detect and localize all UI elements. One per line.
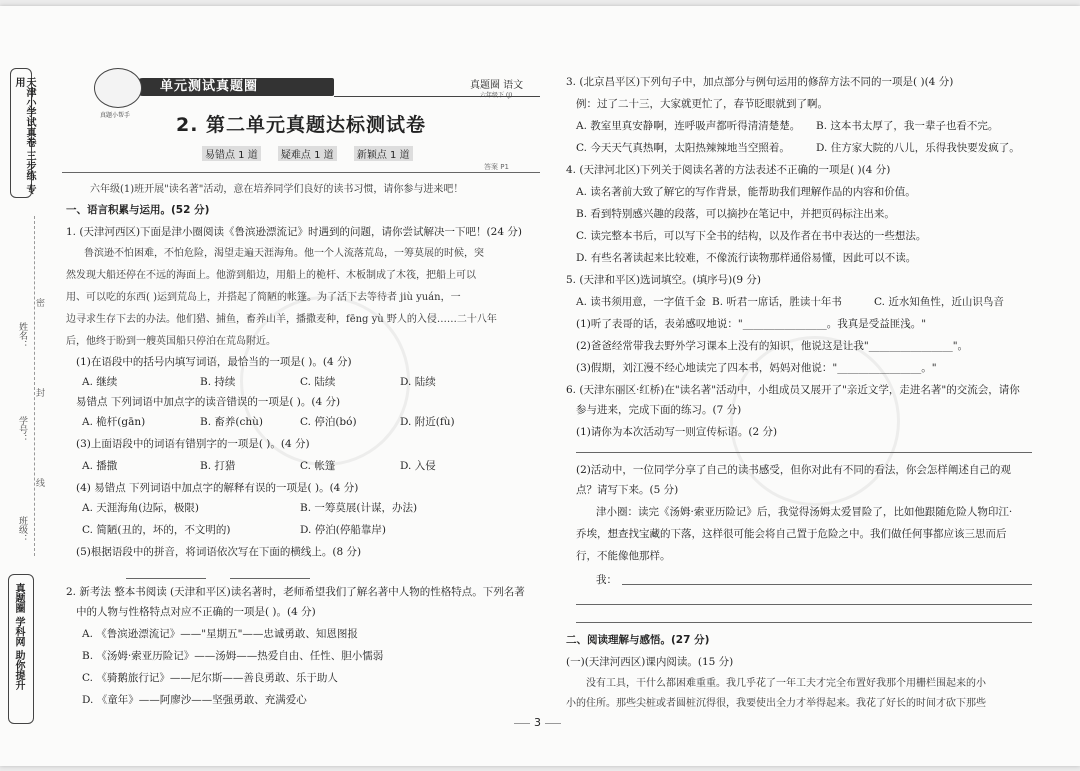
cut-line — [34, 216, 35, 556]
mascot-label: 真题小帮手 — [100, 112, 131, 119]
q1-2-option-d[interactable]: D. 附近(fù) — [400, 416, 455, 428]
binding-sidebar — [0, 6, 46, 766]
passage-line-5: 后，他终于盼到一艘英国船只停泊在荒岛附近。 — [66, 336, 276, 347]
reading-passage-line-1: 没有工具，干什么都困难重重。我几乎花了一年工夫才完全布置好我那个用栅栏围起来的小 — [586, 678, 986, 689]
stat-difficult: 疑难点 1 道 — [278, 146, 337, 161]
q6-me-label: 我： — [596, 574, 617, 586]
line-mark: 线 — [36, 479, 46, 489]
q5-option-a: A. 读书须用意，一字值千金 — [576, 296, 706, 308]
q1-3-option-b[interactable]: B. 打猎 — [200, 460, 236, 472]
q1-4-stem: (4) 易错点 下列词语中加点字的解释有误的一项是( )。(4 分) — [76, 482, 359, 494]
q1-1-option-a[interactable]: A. 继续 — [82, 376, 118, 388]
q3-option-d[interactable]: D. 住方家大院的八儿，乐得我快要发疯了。 — [816, 142, 1020, 154]
q3-option-c[interactable]: C. 今天天气真热啊，太阳热辣辣地当空照着。 — [576, 142, 790, 154]
q1-3-option-a[interactable]: A. 播撒 — [82, 460, 118, 472]
passage-line-2: 然发现大船还停在不远的海面上。他游到船边，用船上的桅杆、木板制成了木筏，把船上可以 — [66, 270, 476, 281]
q1-2-stem: 易错点 下列词语中加点字的读音错误的一项是( )。(4 分) — [76, 396, 341, 408]
q1-5-stem: (5)根据语段中的拼音，将词语依次写在下面的横线上。(8 分) — [76, 546, 362, 558]
id-label: 学号： — [17, 416, 27, 443]
brand-label: 真题圈 语文 — [470, 80, 524, 91]
q6-quote-line-2: 乔埃，想查找宝藏的下落，这样很可能会将自己置于危险之中。我们做任何事都应该三思而后 — [576, 528, 1007, 540]
q6-2: (2)活动中，一位同学分享了自己的读书感受，但你对此有不同的看法，你会怎样阐述自己的观 — [576, 464, 1011, 476]
q1-4-option-a[interactable]: A. 天涯海角(边际，极限) — [82, 502, 199, 514]
mascot-avatar — [94, 68, 142, 108]
answer-line-1[interactable] — [126, 578, 206, 579]
series-logo-bottom-text: 真题圈 学科网 助你提升 — [13, 583, 24, 690]
difficulty-stats — [202, 146, 427, 161]
q1-1-option-c[interactable]: C. 陆续 — [300, 376, 336, 388]
q2-option-d[interactable]: D. 《童年》——阿廖沙——坚强勇敢、充满爱心 — [82, 694, 307, 706]
header-banner — [78, 74, 528, 119]
q1-1-stem: (1)在语段中的括号内填写词语，最恰当的一项是( )。(4 分) — [76, 356, 352, 368]
q6-quote-line-3: 行，不能像他那样。 — [576, 550, 671, 562]
q2-option-b[interactable]: B. 《汤姆·索亚历险记》——汤姆——热爱自由、任性、胆小懦弱 — [82, 650, 384, 662]
q6-2-cont: 点？请写下来。(5 分) — [576, 484, 679, 496]
name-label: 姓名： — [17, 322, 27, 349]
q1-1-option-d[interactable]: D. 陆续 — [400, 376, 436, 388]
q3-stem: 3. (北京昌平区)下列句子中，加点部分与例句运用的修辞方法不同的一项是( )(4 分) — [566, 76, 954, 88]
passage-line-3: 用、可以吃的东西( )运到荒岛上，并搭起了简陋的帐篷。为了活下去等待者 jiù yuán，一 — [66, 292, 461, 303]
q5-option-b: B. 听君一席话，胜读十年书 — [712, 296, 842, 308]
q3-option-a[interactable]: A. 教室里真安静啊，连呼吸声都听得清清楚楚。 — [576, 120, 801, 132]
q1-2-option-b[interactable]: B. 畜养(chù) — [200, 416, 263, 428]
q6-stem-cont: 参与进来，完成下面的练习。(7 分) — [576, 404, 742, 416]
page-title: 2. 第二单元真题达标测试卷 — [175, 114, 427, 136]
section-two-heading: 二、阅读理解与感悟。(27 分) — [566, 634, 710, 646]
opinion-answer-line-3[interactable] — [576, 622, 1032, 623]
opinion-answer-line-2[interactable] — [576, 604, 1032, 605]
fence-mark: 封 — [36, 389, 46, 399]
section-one-heading: 一、语言积累与运用。(52 分) — [66, 204, 210, 216]
q2-stem-cont: 中的人物与性格特点对应不正确的一项是( )。(4 分) — [76, 606, 316, 618]
q2-stem: 2. 新考法 整本书阅读 (天津和平区)读名著时，老师希望我们了解名著中人物的性格特点。下列名著 — [66, 586, 525, 598]
page-number: 3 — [510, 716, 565, 729]
reading-one-heading: (一)(天津河西区)课内阅读。(15 分) — [566, 656, 734, 668]
q1-4-option-b[interactable]: B. 一筹莫展(计谋，办法) — [300, 502, 418, 514]
q5-stem: 5. (天津和平区)选词填空。(填序号)(9 分) — [566, 274, 761, 286]
q1-1-option-b[interactable]: B. 持续 — [200, 376, 236, 388]
brand-subtitle: 六年级下 (J) — [480, 92, 513, 99]
answer-reference: 答案 P1 — [484, 163, 509, 171]
stat-novel: 新颖点 1 道 — [354, 146, 413, 161]
q5-3[interactable]: (3)假期，刘江漫不经心地读完了四本书，妈妈对他说："________________。" — [576, 362, 937, 374]
passage-line-1: 鲁滨逊不怕困难，不怕危险，渴望走遍天涯海角。他一个人流落荒岛，一筹莫展的时候，突 — [84, 248, 484, 259]
q3-example: 例：过了二十三，大家就更忙了，春节眨眼就到了啊。 — [576, 98, 828, 110]
q4-stem: 4. (天津河北区)下列关于阅读名著的方法表述不正确的一项是( )(4 分) — [566, 164, 891, 176]
class-label: 班级： — [17, 516, 27, 543]
q1-3-option-d[interactable]: D. 入侵 — [400, 460, 436, 472]
q4-option-b[interactable]: B. 看到特别感兴趣的段落，可以摘抄在笔记中，并把页码标注出来。 — [576, 208, 895, 220]
banner-title: 单元测试真题圈 — [134, 78, 334, 96]
intro-text: 六年级(1)班开展"读名著"活动，意在培养同学们良好的读书习惯，请你参与进来吧！ — [90, 184, 464, 195]
reading-passage-line-2: 小的住所。那些尖桩或者圆桩沉得很，我要使出全力才举得起来。我花了好长的时间才砍下那些 — [566, 698, 986, 709]
q3-option-b[interactable]: B. 这本书太厚了，我一辈子也看不完。 — [816, 120, 999, 132]
q4-option-c[interactable]: C. 读完整本书后，可以写下全书的结构，以及作者在书中表达的一些想法。 — [576, 230, 927, 242]
q6-quote-line-1: 津小圈：读完《汤姆·索亚历险记》后，我觉得汤姆太爱冒险了，比如他跟随危险人物印江· — [596, 506, 1013, 518]
q6-1: (1)请你为本次活动写一则宣传标语。(2 分) — [576, 426, 778, 438]
series-logo-text: 天津小学试真卷 三步练 专用 — [13, 77, 35, 194]
q4-option-d[interactable]: D. 有些名著读起来比较难，不像流行读物那样通俗易懂，因此可以不读。 — [576, 252, 917, 264]
q5-2[interactable]: (2)爸爸经常带我去野外学习课本上没有的知识，他说这是让我"________________"。 — [576, 340, 969, 352]
q1-3-option-c[interactable]: C. 帐篷 — [300, 460, 336, 472]
stat-error-prone: 易错点 1 道 — [202, 146, 261, 161]
seal-mark: 密 — [36, 299, 46, 309]
q1-2-option-c[interactable]: C. 停泊(bó) — [300, 416, 357, 428]
q6-stem: 6. (天津东丽区·红桥)在"读名著"活动中，小组成员又展开了"亲近文学，走进名著"的交流会，请你 — [566, 384, 1020, 396]
q2-option-c[interactable]: C. 《骑鹅旅行记》——尼尔斯——善良勇敢、乐于助人 — [82, 672, 338, 684]
opinion-answer-line-1[interactable] — [622, 584, 1032, 585]
q2-option-a[interactable]: A. 《鲁滨逊漂流记》——"星期五"——忠诚勇敢、知恩图报 — [82, 628, 358, 640]
q1-4-option-c[interactable]: C. 简陋(丑的，坏的，不文明的) — [82, 524, 231, 536]
q1-3-stem: (3)上面语段中的词语有错别字的一项是( )。(4 分) — [76, 438, 310, 450]
exam-sheet — [0, 6, 1080, 766]
q5-option-c: C. 近水知鱼性，近山识鸟音 — [874, 296, 1004, 308]
answer-line-2[interactable] — [230, 578, 310, 579]
q1-2-option-a[interactable]: A. 桅杆(gān) — [82, 416, 146, 428]
q5-1[interactable]: (1)听了表哥的话，表弟感叹地说："________________。我真是受益匪浅。" — [576, 318, 927, 330]
q1-stem: 1. (天津河西区)下面是津小圈阅读《鲁滨逊漂流记》时遇到的问题，请你尝试解决一下吧！(24 分) — [66, 226, 522, 238]
header-rule — [62, 172, 540, 173]
series-logo-top — [10, 68, 35, 198]
slogan-answer-line[interactable] — [576, 452, 1032, 453]
q1-4-option-d[interactable]: D. 停泊(停船靠岸) — [300, 524, 386, 536]
q4-option-a[interactable]: A. 读名著前大致了解它的写作背景，能帮助我们理解作品的内容和价值。 — [576, 186, 916, 198]
banner-rule — [334, 96, 540, 97]
passage-line-4: 边寻求生存下去的办法。他们猎、捕鱼，畜养山羊，播撒麦种，fēng yù 野人的入侵……二十八年 — [66, 314, 497, 325]
series-logo-bottom — [8, 574, 34, 724]
